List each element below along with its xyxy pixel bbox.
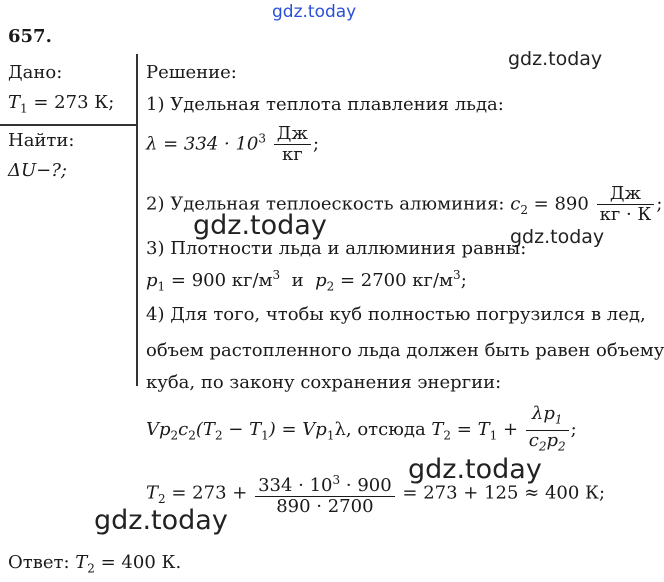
eq2-num: 334 · 10 xyxy=(258,475,333,496)
lambda-den: кг xyxy=(281,144,303,165)
given-t1 xyxy=(8,92,114,116)
eq2-left-sub: 2 xyxy=(158,492,166,507)
step2-tail: ; xyxy=(656,193,663,215)
lambda-fraction xyxy=(274,124,311,165)
step4-line1: 4) Для того, чтобы куб полностью погрузился в лед, xyxy=(146,304,646,325)
eq1-sub: 2 xyxy=(188,428,196,443)
column-divider xyxy=(136,54,138,386)
eq1-part: Vp xyxy=(146,419,171,441)
rho2-var: p xyxy=(315,270,327,291)
answer-prefix: Ответ: xyxy=(8,552,76,573)
step2-prefix: 2) Удельная теплоескость алюминия: xyxy=(146,193,511,215)
solution-header: Решение: xyxy=(146,62,237,83)
answer-sub: 2 xyxy=(87,561,95,576)
rho1-var: p xyxy=(146,270,158,291)
answer-value: = 400 К. xyxy=(94,552,182,573)
eq1-sub: 2 xyxy=(170,428,179,443)
watermark-text: gdz.today xyxy=(408,454,542,485)
given-t1-var: T xyxy=(8,92,21,113)
eq1-fraction xyxy=(526,404,569,456)
step2-var: c xyxy=(510,193,521,215)
step3-text: 3) Плотности льда и аллюминия равны: xyxy=(146,238,527,259)
step1-text: 1) Удельная теплота плавления льда: xyxy=(146,94,504,115)
answer-line xyxy=(8,552,181,576)
step2-eq: = 890 xyxy=(527,193,589,215)
eq1-den-sub: 2 xyxy=(558,439,566,454)
given-t1-value: = 273 К; xyxy=(27,92,115,113)
rho2-sub: 2 xyxy=(326,279,335,294)
find-header: Найти: xyxy=(8,130,75,151)
watermark-text: gdz.today xyxy=(508,48,603,70)
lambda-tail: ; xyxy=(312,133,320,155)
step2-text xyxy=(146,184,662,225)
lambda-exp: 3 xyxy=(258,131,266,146)
eq1-tail: ; xyxy=(570,419,577,441)
eq1-sub: 2 xyxy=(214,428,223,443)
eq1-num-sub: 1 xyxy=(554,412,563,427)
rho1-exp: 3 xyxy=(272,268,281,282)
eq1-den-sub: 2 xyxy=(538,439,547,454)
watermark-text: gdz.today xyxy=(193,210,327,241)
eq1-part: ) = Vp xyxy=(268,419,327,441)
eq2-eq: = 273 + xyxy=(165,482,254,504)
step4-line2: объем растопленного льда должен быть равен объему xyxy=(146,340,664,361)
watermark-text: gdz.today xyxy=(94,505,228,536)
rho-and: и xyxy=(280,270,316,291)
eq2-den: 890 · 2700 xyxy=(276,496,374,517)
find-value: ΔU−?; xyxy=(8,160,67,181)
given-header: Дано: xyxy=(8,62,63,83)
answer-var: T xyxy=(75,552,88,573)
result-equation xyxy=(146,470,605,517)
step2-num: Дж xyxy=(597,184,655,205)
eq1-num: λp xyxy=(531,403,555,424)
lambda-num: Дж xyxy=(274,124,311,145)
step2-fraction xyxy=(597,184,655,225)
eq1-sub: 2 xyxy=(443,428,452,443)
eq2-right: = 273 + 125 ≈ 400 К; xyxy=(396,482,606,504)
eq1-part: (T xyxy=(195,419,215,441)
watermark-text: gdz.today xyxy=(272,2,357,22)
step4-line3: куба, по закону сохранения энергии: xyxy=(146,372,502,393)
rho2-value: = 2700 кг/м xyxy=(334,270,454,291)
eq1-part: − T xyxy=(222,419,262,441)
eq1-part: c xyxy=(178,419,189,441)
eq1-sub: 1 xyxy=(261,428,269,443)
step2-den: кг · К xyxy=(599,204,652,225)
eq1-sub: 1 xyxy=(326,428,335,443)
energy-equation xyxy=(146,404,577,456)
step2-sub: 2 xyxy=(520,203,528,218)
eq2-fraction xyxy=(255,470,395,517)
eq1-part: T xyxy=(431,419,444,441)
eq1-sub: 1 xyxy=(489,428,498,443)
eq2-num-exp: 3 xyxy=(332,473,341,487)
eq1-den: c xyxy=(528,429,539,451)
eq1-part: λ, отсюда xyxy=(334,419,432,441)
rho1-sub: 1 xyxy=(157,279,166,294)
watermark-text: gdz.today xyxy=(510,226,605,248)
given-t1-sub: 1 xyxy=(20,101,28,116)
problem-number: 657. xyxy=(8,26,52,47)
eq2-left: T xyxy=(146,482,159,504)
rho1-value: = 900 кг/м xyxy=(165,270,273,291)
eq2-num-tail: · 900 xyxy=(340,475,392,496)
lambda-left: λ = 334 · 10 xyxy=(146,133,259,155)
eq1-part: = T xyxy=(451,419,490,441)
density-line xyxy=(146,268,467,294)
rho-tail: ; xyxy=(460,270,467,291)
eq1-den: p xyxy=(546,429,559,451)
lambda-formula xyxy=(146,124,319,165)
rho2-exp: 3 xyxy=(453,268,461,282)
eq1-part: + xyxy=(497,419,524,441)
given-divider xyxy=(0,124,136,126)
